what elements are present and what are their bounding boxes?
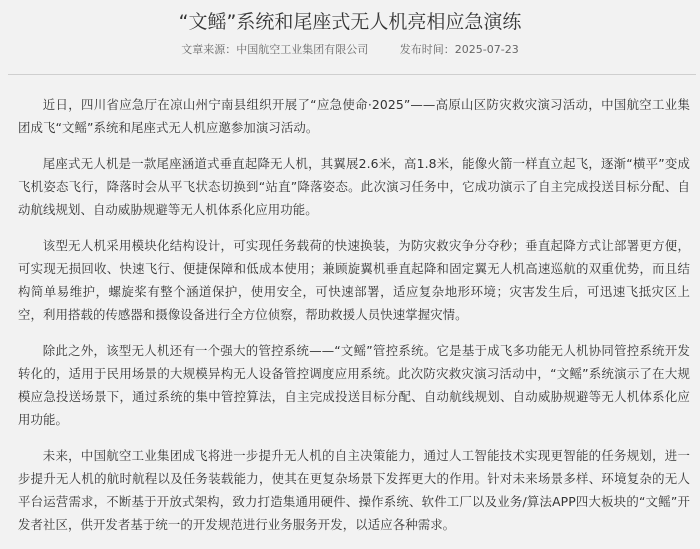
paragraph: 尾座式无人机是一款尾座涵道式垂直起降无人机，其翼展2.6米，高1.8米，能像火箭一样直立起飞，逐渐“横平”变成飞机姿态飞行，降落时会从平飞状态切换到“站直”降落姿态。此次演习任务中，它成功演示了自主完成投送目标分配、自动航线规划、自动威胁规避等无人机体系化应用功能。: [18, 156, 690, 217]
paragraph: 该型无人机采用模块化结构设计，可实现任务载荷的快速换装，为防灾救灾争分夺秒；垂直起降方式让部署更方便，可实现无损回收、快速飞行、便捷保障和低成本使用；兼顾旋翼机垂直起降和固定翼无人机高速巡航的双重优势，而且结构简单易维护，螺旋桨有整个涵道保护，使用安全，可快速部署，适应复杂地形环境；灾害发生后，可迅速飞抵灾区上空，利用搭载的传感器和摄像设备进行全方位侦察，帮助救援人员快速掌握灾情。: [18, 238, 690, 322]
article-date: [400, 42, 519, 58]
source-label: 文章来源：: [181, 43, 237, 56]
date-value: 2025-07-23: [454, 43, 519, 56]
article-title: “文鳐”系统和尾座式无人机亮相应急演练: [178, 11, 522, 33]
paragraph: 未来，中国航空工业集团成飞将进一步提升无人机的自主决策能力，通过人工智能技术实现更智能的任务规划，进一步提升无人机的航时航程以及任务装载能力，使其在更复杂场景下发挥更大的作用。针对未来场景多样、环境复杂的无人平台运营需求，不断基于开放式架构，致力打造集通用硬件、操作系统、软件工厂以及业务/算法APP四大板块的“文鳐”开发者社区，供开发者基于统一的开发规范进行业务服务开发，以适应各种需求。: [18, 448, 690, 532]
article-body: [18, 93, 690, 549]
paragraph: 除此之外，该型无人机还有一个强大的管控系统——“文鳐”管控系统。它是基于成飞多功能无人机协同管控系统开发转化的，适用于民用场景的大规模异构无人设备管控调度应用系统。此次防灾救灾演习活动中，“文鳐”系统演示了在大规模应急投送场景下，通过系统的集中管控算法，自主完成投送目标分配、自动航线规划、自动威胁规避等无人机体系化应用功能。: [18, 343, 690, 427]
date-label: 发布时间：: [399, 43, 455, 56]
article-source: [181, 42, 368, 58]
title-divider: [8, 74, 696, 75]
source-value: 中国航空工业集团有限公司: [236, 43, 369, 56]
paragraph: 近日，四川省应急厅在凉山州宁南县组织开展了“应急使命·2025”——高原山区防灾救灾演习活动，中国航空工业集团成飞“文鳐”系统和尾座式无人机应邀参加演习活动。: [18, 97, 690, 135]
article-meta: [0, 42, 700, 58]
